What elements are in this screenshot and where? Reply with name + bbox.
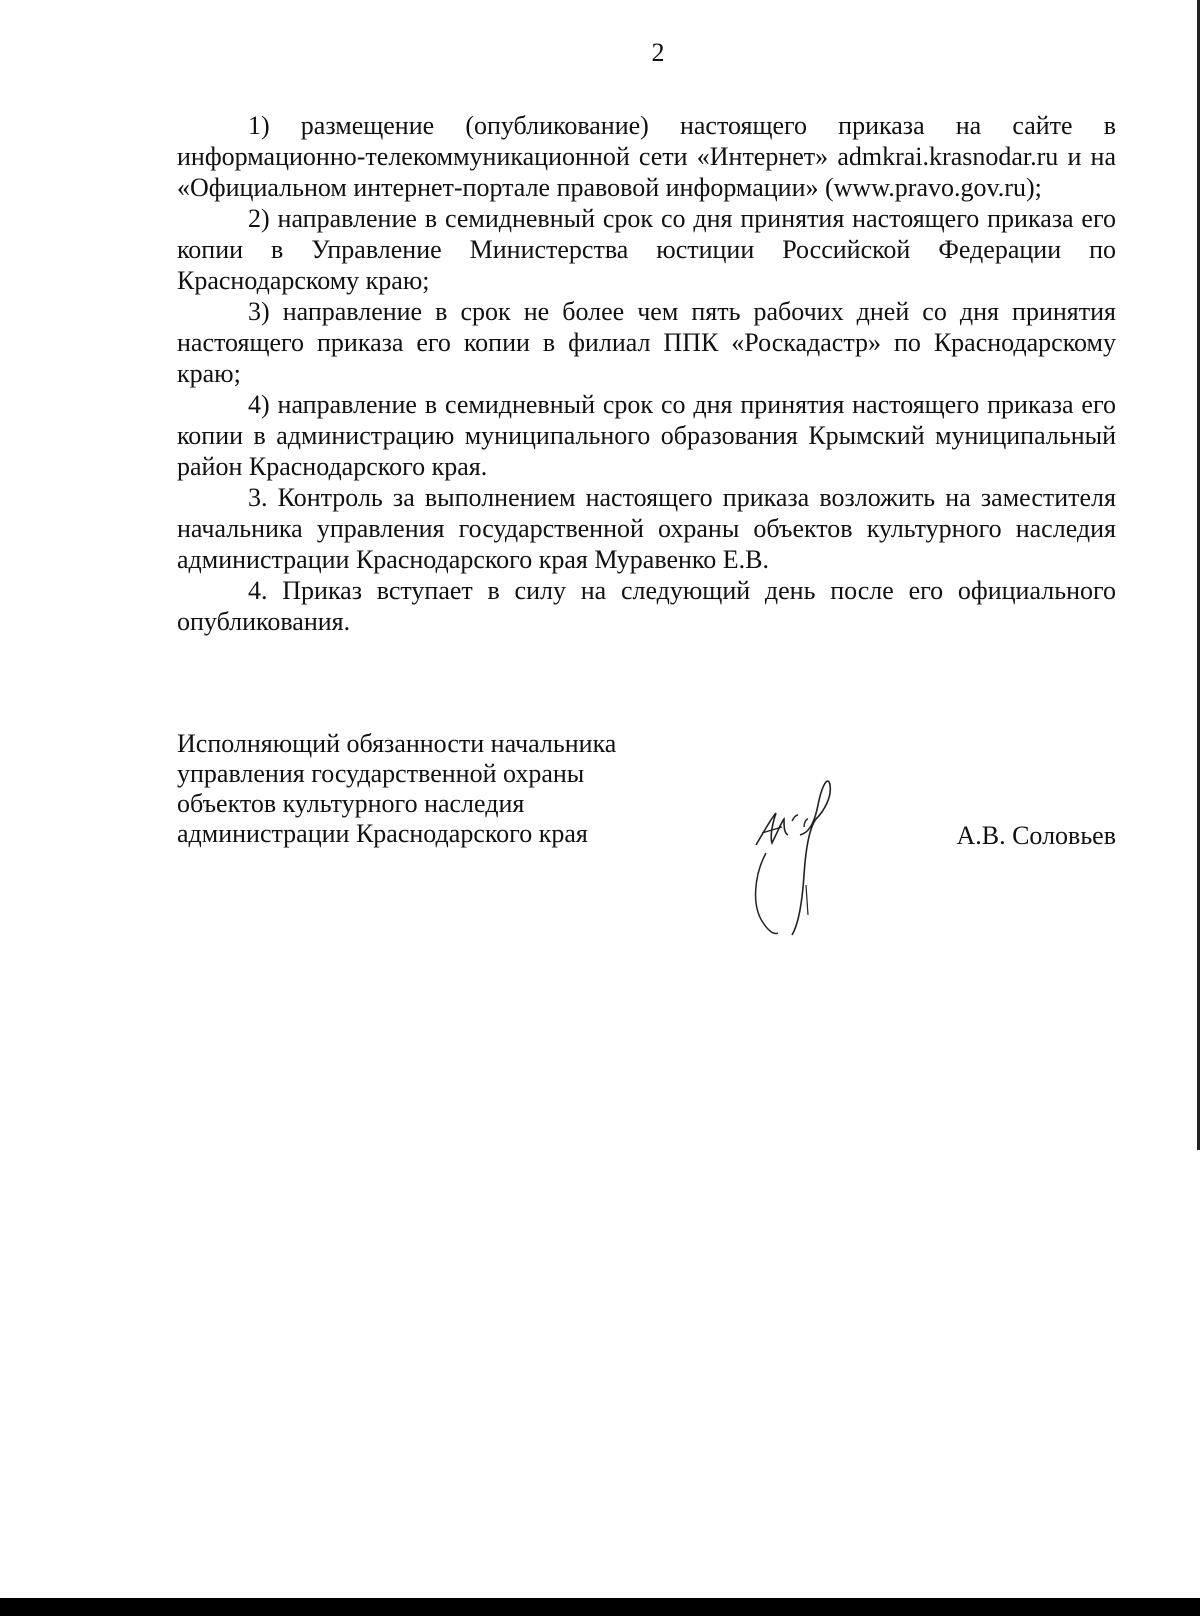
signatory-position-line: объектов культурного наследия [177,789,525,818]
paragraph-municipal-administration: 4) направление в семидневный срок со дня принятия настоящего приказа его копии в администрацию муниципального образования Крымский муниципальный район Краснодарского края. [177,390,1116,481]
page-number: 2 [651,38,665,67]
paragraph-ministry-of-justice: 2) направление в семидневный срок со дня принятия настоящего приказа его копии в Управление Министерства юстиции Российской Федерации по Краснодарскому краю; [177,204,1116,295]
paragraph-roskadastr: 3) направление в срок не более чем пять рабочих дней со дня принятия настоящего приказа его копии в филиал ППК «Роскадастр» по Краснодарскому краю; [177,297,1116,388]
paragraph-entry-into-force: 4. Приказ вступает в силу на следующий день после его официального опубликования. [177,576,1116,636]
signatory-position [177,729,697,849]
signatory-position-line: Исполняющий обязанности начальника [177,729,617,758]
signatory-position-line: администрации Краснодарского края [177,819,588,848]
signer-name: А.В. Соловьев [956,821,1116,850]
handwritten-signature [748,775,858,955]
signatory-position-line: управления государственной охраны [177,759,585,788]
paragraph-publication: 1) размещение (опубликование) настоящего приказа на сайте в информационно-телекоммуникационной сети «Интернет» admkrai.krasnodar.ru и на «Официальном интернет-портале правовой информации» (www.pravo.gov.ru); [177,111,1116,202]
paragraph-control: 3. Контроль за выполнением настоящего приказа возложить на заместителя начальника управления государственной охраны объектов культурного наследия администрации Краснодарского края Муравенко Е.В. [177,483,1116,574]
scan-edge-bottom [0,1598,1200,1616]
order-body-text [177,110,1116,637]
